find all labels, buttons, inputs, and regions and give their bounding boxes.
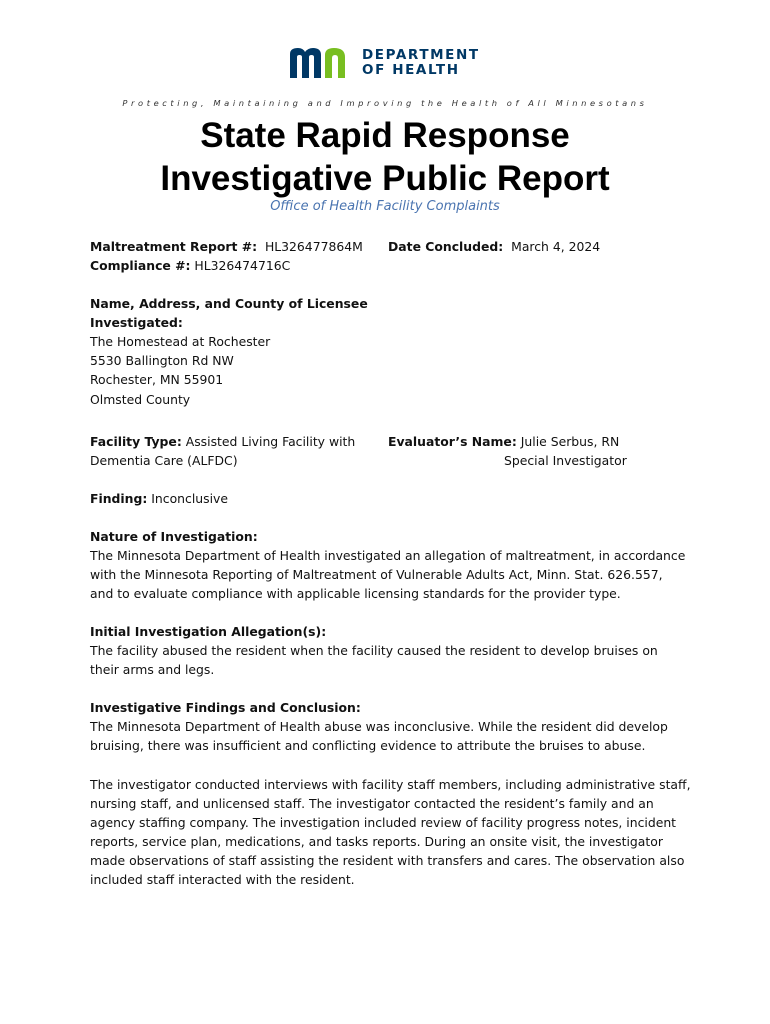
finding-label: Finding: <box>90 491 148 506</box>
licensee-name: The Homestead at Rochester <box>90 334 271 349</box>
nature-line: with the Minnesota Reporting of Maltreatment of Vulnerable Adults Act, Minn. Stat. 626.557, <box>90 567 663 582</box>
allegation-line: The facility abused the resident when the facility caused the resident to develop bruises on <box>90 643 658 658</box>
facility-type-value-line2: Dementia Care (ALFDC) <box>90 453 238 468</box>
nature-heading: Nature of Investigation: <box>90 529 258 544</box>
interview-line: nursing staff, and unlicensed staff. The investigator contacted the resident’s family and an <box>90 796 654 811</box>
maltreatment-value: HL326477864M <box>264 239 363 254</box>
licensee-street: 5530 Ballington Rd NW <box>90 353 234 368</box>
findings-heading: Investigative Findings and Conclusion: <box>90 700 361 715</box>
facility-type-value-line1: Assisted Living Facility with <box>185 434 356 449</box>
finding-value: Inconclusive <box>151 491 228 506</box>
interview-line: agency staffing company. The investigation included review of facility progress notes, incident <box>90 815 677 830</box>
licensee-county: Olmsted County <box>90 392 191 407</box>
date-value: March 4, 2024 <box>511 239 601 254</box>
allegation-heading: Initial Investigation Allegation(s): <box>90 624 327 639</box>
date-label: Date Concluded: <box>388 239 504 254</box>
evaluator-title: Special Investigator <box>504 453 627 468</box>
compliance-row <box>90 256 290 275</box>
interview-line: The investigator conducted interviews with facility staff members, including administrative staff, <box>90 777 691 792</box>
mn-logo-icon <box>290 48 358 78</box>
facility-type-label: Facility Type: <box>90 434 182 449</box>
facility-type-row <box>90 432 355 451</box>
findings-line: bruising, there was insufficient and conflicting evidence to attribute the bruises to abuse. <box>90 738 646 753</box>
maltreatment-label: Maltreatment Report #: <box>90 239 258 254</box>
licensee-heading-line1: Name, Address, and County of Licensee <box>90 296 368 311</box>
maltreatment-report-row <box>90 237 363 256</box>
compliance-value: HL326474716C <box>194 258 291 273</box>
interview-line: reports, service plan, medications, and tasks reports. During an onsite visit, the investigator <box>90 834 663 849</box>
evaluator-name: Julie Serbus, RN <box>520 434 620 449</box>
findings-line: The Minnesota Department of Health abuse was inconclusive. While the resident did develop <box>90 719 668 734</box>
finding-row <box>90 489 228 508</box>
page-title <box>0 114 770 200</box>
title-line1: State Rapid Response <box>200 116 570 155</box>
licensee-heading-line2: Investigated: <box>90 315 183 330</box>
mdh-logo <box>290 48 490 82</box>
allegation-line: their arms and legs. <box>90 662 215 677</box>
licensee-city: Rochester, MN 55901 <box>90 372 224 387</box>
compliance-label: Compliance #: <box>90 258 191 273</box>
tagline: Protecting, Maintaining and Improving the Health of All Minnesotans <box>122 98 648 108</box>
interview-line: made observations of staff assisting the resident with transfers and cares. The observation also <box>90 853 685 868</box>
logo-text-line1: DEPARTMENT <box>362 47 480 63</box>
nature-line: The Minnesota Department of Health investigated an allegation of maltreatment, in accordance <box>90 548 686 563</box>
logo-wordmark <box>362 48 480 78</box>
title-line2: Investigative Public Report <box>160 159 610 198</box>
page-subtitle: Office of Health Facility Complaints <box>270 199 500 214</box>
logo-text-line2: OF HEALTH <box>362 62 460 78</box>
evaluator-label: Evaluator’s Name: <box>388 434 517 449</box>
date-concluded-row <box>388 237 600 256</box>
evaluator-row <box>388 432 619 451</box>
interview-line: included staff interacted with the resident. <box>90 872 355 887</box>
nature-line: and to evaluate compliance with applicable licensing standards for the provider type. <box>90 586 621 601</box>
